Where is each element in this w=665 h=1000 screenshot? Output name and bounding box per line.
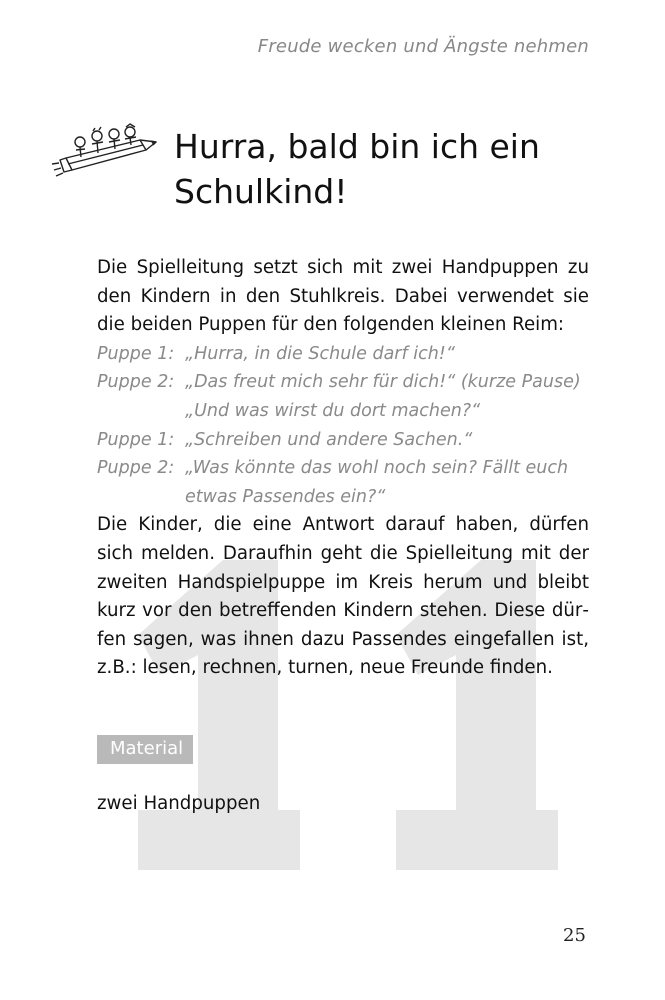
rhyme-line — [97, 340, 589, 369]
rhyme-line — [97, 426, 589, 455]
rhyme-line — [97, 368, 589, 425]
body-text — [97, 254, 589, 683]
chapter-title-line1: Hurra, bald bin ich ein — [174, 127, 540, 166]
material-label: Material — [97, 735, 193, 764]
rhyme-speaker: Puppe 2: — [97, 458, 175, 479]
chapter-title — [174, 124, 540, 214]
chapter-title-line2: Schulkind! — [174, 172, 348, 211]
material-item: zwei Handpuppen — [97, 793, 261, 814]
rhyme-speaker: Puppe 2: — [97, 372, 175, 393]
rhyme-speaker: Puppe 1: — [97, 429, 175, 450]
rhyme-text: „Das freut mich sehr für dich!“ (kurze Pause) „Und was wirst du dort machen?“ — [185, 372, 581, 421]
intro-paragraph: Die Spielleitung setzt sich mit zwei Handpuppen zu den Kindern in den Stuhlkreis. Dabei verwendet sie die beiden Puppen für den folgenden kleinen Reim: — [97, 257, 589, 336]
rhyme-speaker: Puppe 1: — [97, 343, 175, 364]
rhyme-text: „Was könnte das wohl noch sein? Fällt euch etwas Passendes ein?“ — [185, 458, 569, 507]
rhyme-line — [97, 454, 589, 511]
pencil-children-illustration — [50, 120, 160, 182]
running-header: Freude wecken und Ängste nehmen — [257, 36, 589, 57]
rhyme-block — [97, 340, 589, 512]
page-number: 25 — [563, 925, 586, 946]
rhyme-text: „Schreiben und andere Sachen.“ — [185, 429, 473, 450]
outro-paragraph: Die Kinder, die eine Antwort darauf haben, dürfen sich melden. Daraufhin geht die Spielleitung mit der zweiten Handspielpuppe im Kreis herum und bleibt kurz vor den betreffenden Kindern stehen. Diese dürfen sagen, was ihnen dazu Passendes eingefallen ist, z.B.: lesen, rechnen, turnen, neue Freunde finden. — [97, 514, 589, 679]
rhyme-text: „Hurra, in die Schule darf ich!“ — [185, 343, 455, 364]
